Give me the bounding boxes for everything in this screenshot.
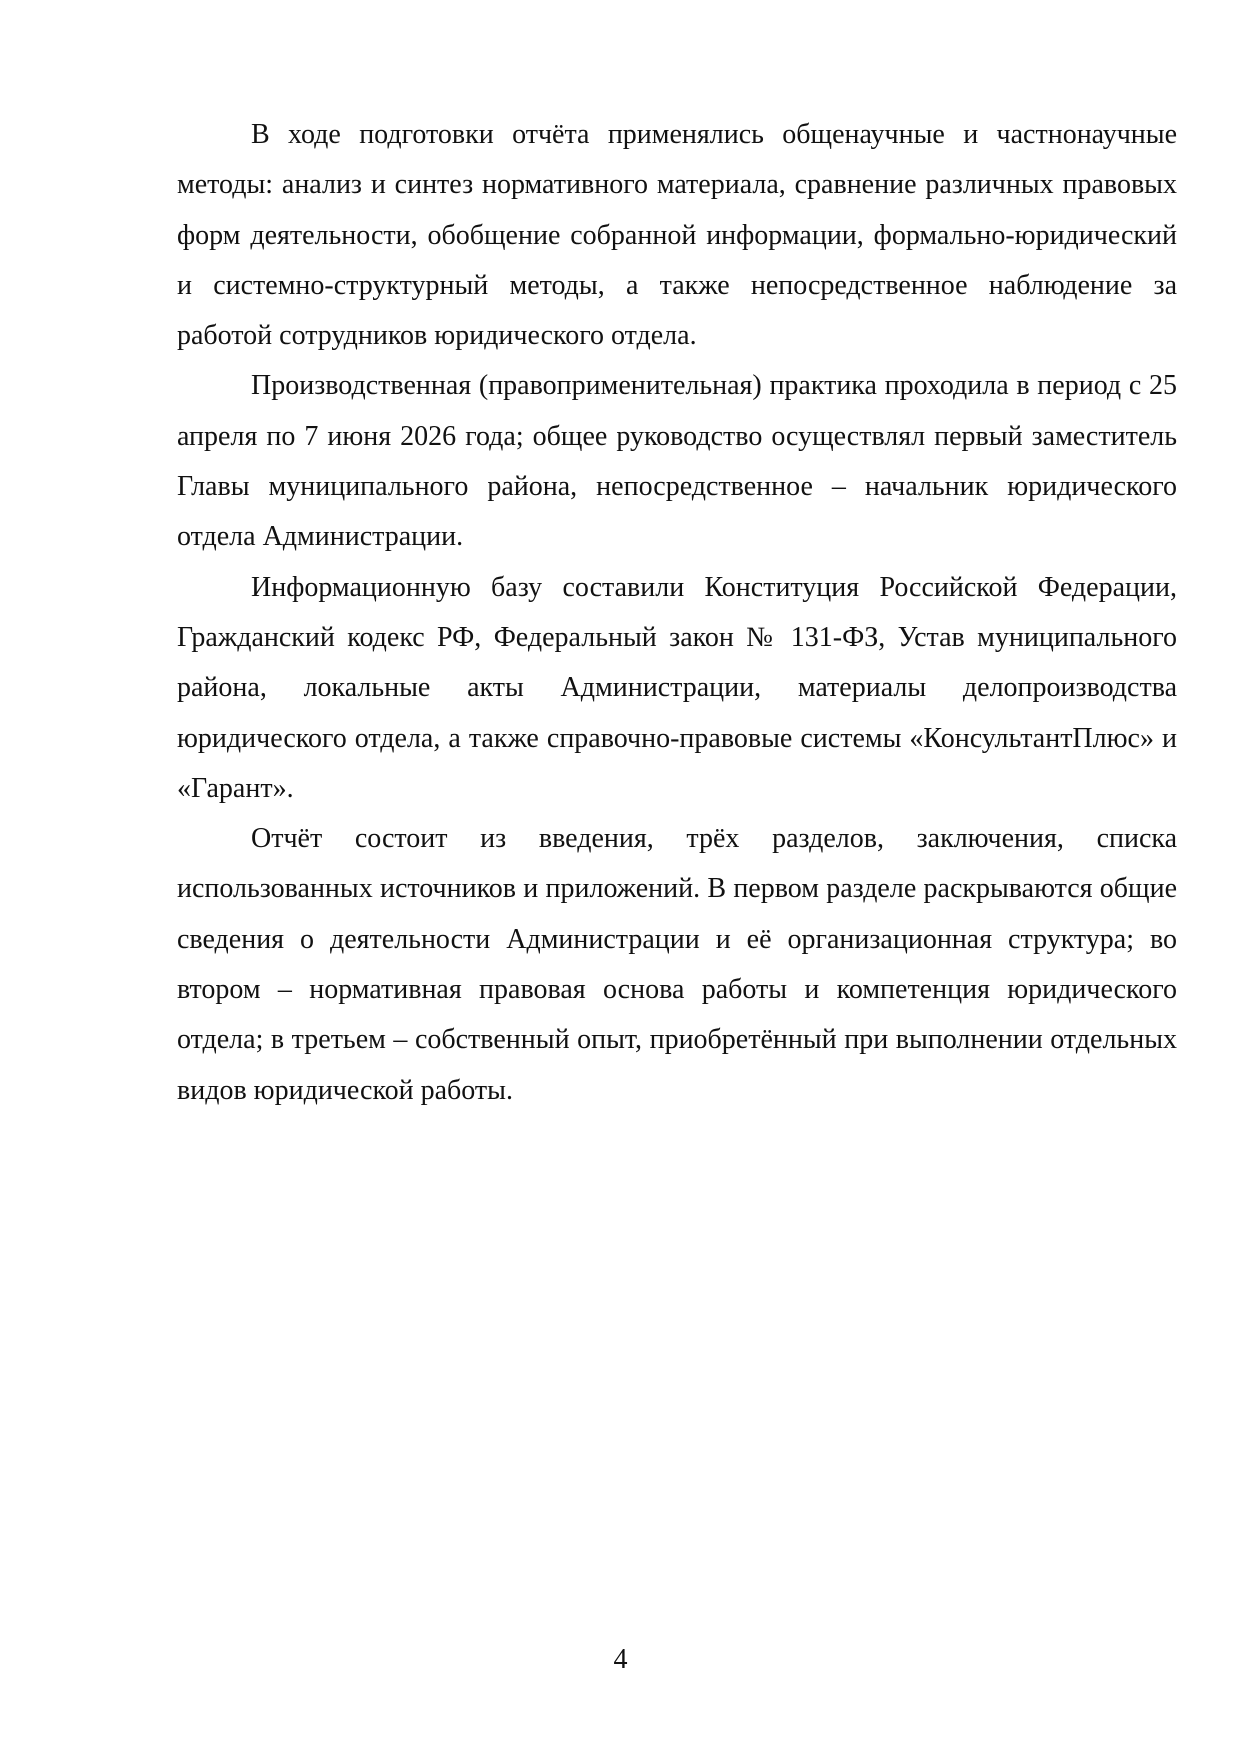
paragraph-methods: В ходе подготовки отчёта применялись общенаучные и частнонаучные методы: анализ и синтез нормативного материала, сравнение различных правовых форм деятельности, обобщение собранной информации, формально-юридический и системно-структурный методы, а также непосредственное наблюдение за работой сотрудников юридического отдела.: [177, 119, 1177, 352]
document-body: [177, 110, 1177, 1116]
page-number: 4: [613, 1644, 628, 1675]
paragraph-information-base: Информационную базу составили Конституция Российской Федерации, Гражданский кодекс РФ, Федеральный закон № 131-ФЗ, Устав муниципального района, локальные акты Администрации, материалы делопроизводства юридического отдела, а также справочно-правовые системы «КонсультантПлюс» и «Гарант».: [177, 571, 1177, 804]
paragraph-report-structure: Отчёт состоит из введения, трёх разделов, заключения, списка использованных источников и приложений. В первом разделе раскрываются общие сведения о деятельности Администрации и её организационная структура; во втором – нормативная правовая основа работы и компетенция юридического отдела; в третьем – собственный опыт, приобретённый при выполнении отдельных видов юридической работы.: [177, 823, 1177, 1106]
paragraph-practice-period: Производственная (правоприменительная) практика проходила в период с 25 апреля по 7 июня 2026 года; общее руководство осуществлял первый заместитель Главы муниципального района, непосредственное – начальник юридического отдела Администрации.: [177, 370, 1177, 553]
